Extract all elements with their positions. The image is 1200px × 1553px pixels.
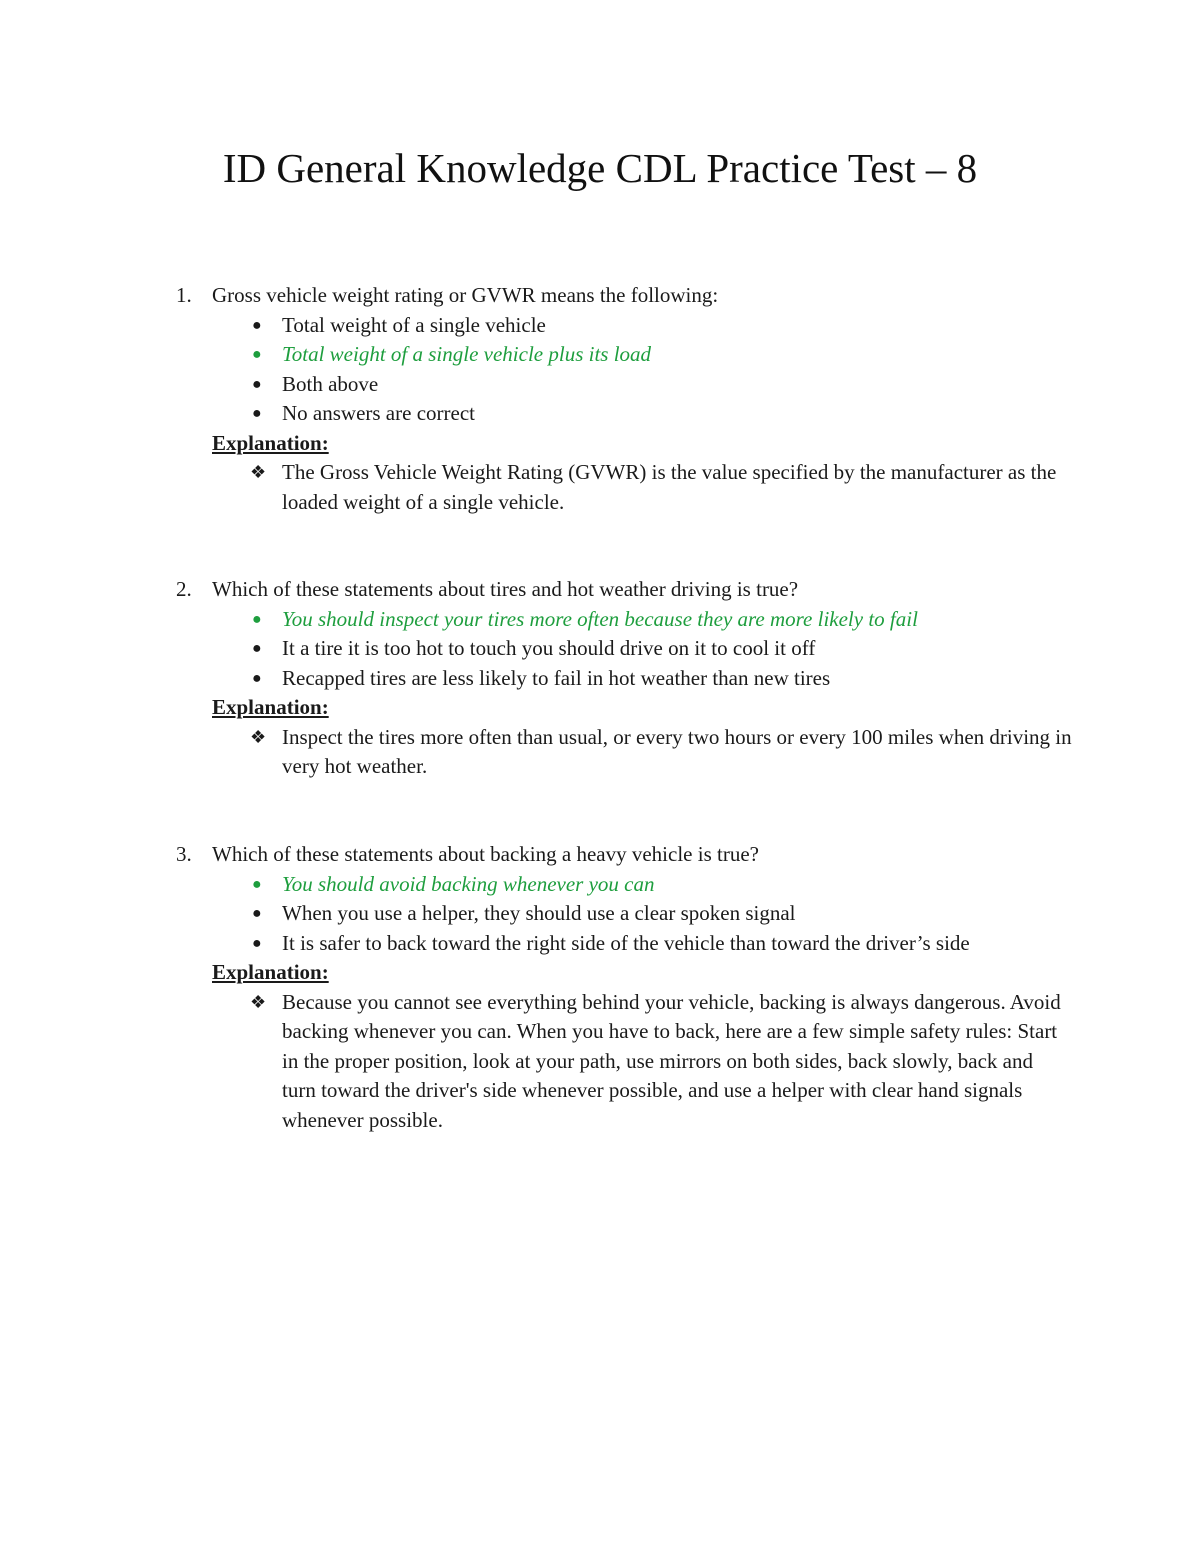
bullet-icon: ● xyxy=(252,405,262,422)
page-title: ID General Knowledge CDL Practice Test – 8 xyxy=(222,145,978,191)
question-3 xyxy=(170,840,1070,1135)
explanation-label: Explanation: xyxy=(212,695,329,719)
question-number: 3. xyxy=(176,842,192,866)
answer-text: No answers are correct xyxy=(282,401,475,425)
bullet-icon: ● xyxy=(252,875,262,893)
bullet-icon: ● xyxy=(252,610,262,628)
bullet-icon: ● xyxy=(252,316,262,334)
explanation-text: Inspect the tires more often than usual, or every two hours or every 100 miles when driving in very hot weather. xyxy=(282,724,1072,778)
diamond-bullet-icon: ❖ xyxy=(250,991,267,1012)
explanation-text: Because you cannot see everything behind your vehicle, backing is always dangerous. Avoid backing whenever you can. When you have to back, here are a few simple safety rules: Start in the proper position, look at your path, use mirrors on both sides, back slowly, back and turn toward the driver's side whenever possible, and use a helper with clear hand signals whenever possible. xyxy=(282,989,1061,1132)
question-text: Which of these statements about backing a heavy vehicle is true? xyxy=(212,842,759,866)
answer-text: It a tire it is too hot to touch you should drive on it to cool it off xyxy=(282,636,816,660)
question-line xyxy=(170,281,1070,311)
explanation xyxy=(170,723,1070,782)
diamond-bullet-icon: ❖ xyxy=(250,462,267,482)
answer-option xyxy=(170,399,1070,429)
answer-option-correct xyxy=(170,605,1070,635)
answer-text: You should inspect your tires more often because they are more likely to fail xyxy=(282,606,918,631)
question-text: Which of these statements about tires and hot weather driving is true? xyxy=(212,577,799,601)
question-line xyxy=(170,840,1070,870)
answer-option xyxy=(170,311,1070,341)
bullet-icon: ● xyxy=(252,669,262,687)
explanation-label: Explanation: xyxy=(212,960,329,984)
answer-option xyxy=(170,899,1070,929)
explanation-label: Explanation: xyxy=(212,430,329,455)
question-text: Gross vehicle weight rating or GVWR means the following: xyxy=(212,283,719,307)
bullet-icon: ● xyxy=(252,905,262,922)
answer-option xyxy=(170,929,1070,959)
answer-option xyxy=(170,370,1070,400)
answer-option xyxy=(170,664,1070,694)
explanation xyxy=(170,458,1070,517)
answer-text: Recapped tires are less likely to fail in hot weather than new tires xyxy=(282,665,831,690)
answer-text: When you use a helper, they should use a clear spoken signal xyxy=(282,901,796,925)
answer-text: Total weight of a single vehicle xyxy=(282,312,546,337)
answer-option-correct xyxy=(170,340,1070,370)
answer-text: It is safer to back toward the right side of the vehicle than toward the driver’s side xyxy=(282,930,970,955)
bullet-icon: ● xyxy=(252,346,262,363)
question-2 xyxy=(170,575,1070,782)
question-1 xyxy=(170,281,1070,517)
answer-text: You should avoid backing whenever you can xyxy=(282,871,655,896)
question-number: 2. xyxy=(176,577,192,601)
bullet-icon: ● xyxy=(252,375,262,393)
answer-text: Both above xyxy=(282,371,379,396)
question-line xyxy=(170,575,1070,605)
explanation xyxy=(170,988,1070,1136)
answer-option-correct xyxy=(170,870,1070,900)
bullet-icon: ● xyxy=(252,934,262,952)
diamond-bullet-icon: ❖ xyxy=(250,726,267,747)
answer-text: Total weight of a single vehicle plus its load xyxy=(282,342,652,366)
answer-option xyxy=(170,634,1070,664)
bullet-icon: ● xyxy=(252,640,262,657)
question-number: 1. xyxy=(176,283,192,307)
explanation-text: The Gross Vehicle Weight Rating (GVWR) is the value specified by the manufacturer as the loaded weight of a single vehicle. xyxy=(282,460,1057,514)
